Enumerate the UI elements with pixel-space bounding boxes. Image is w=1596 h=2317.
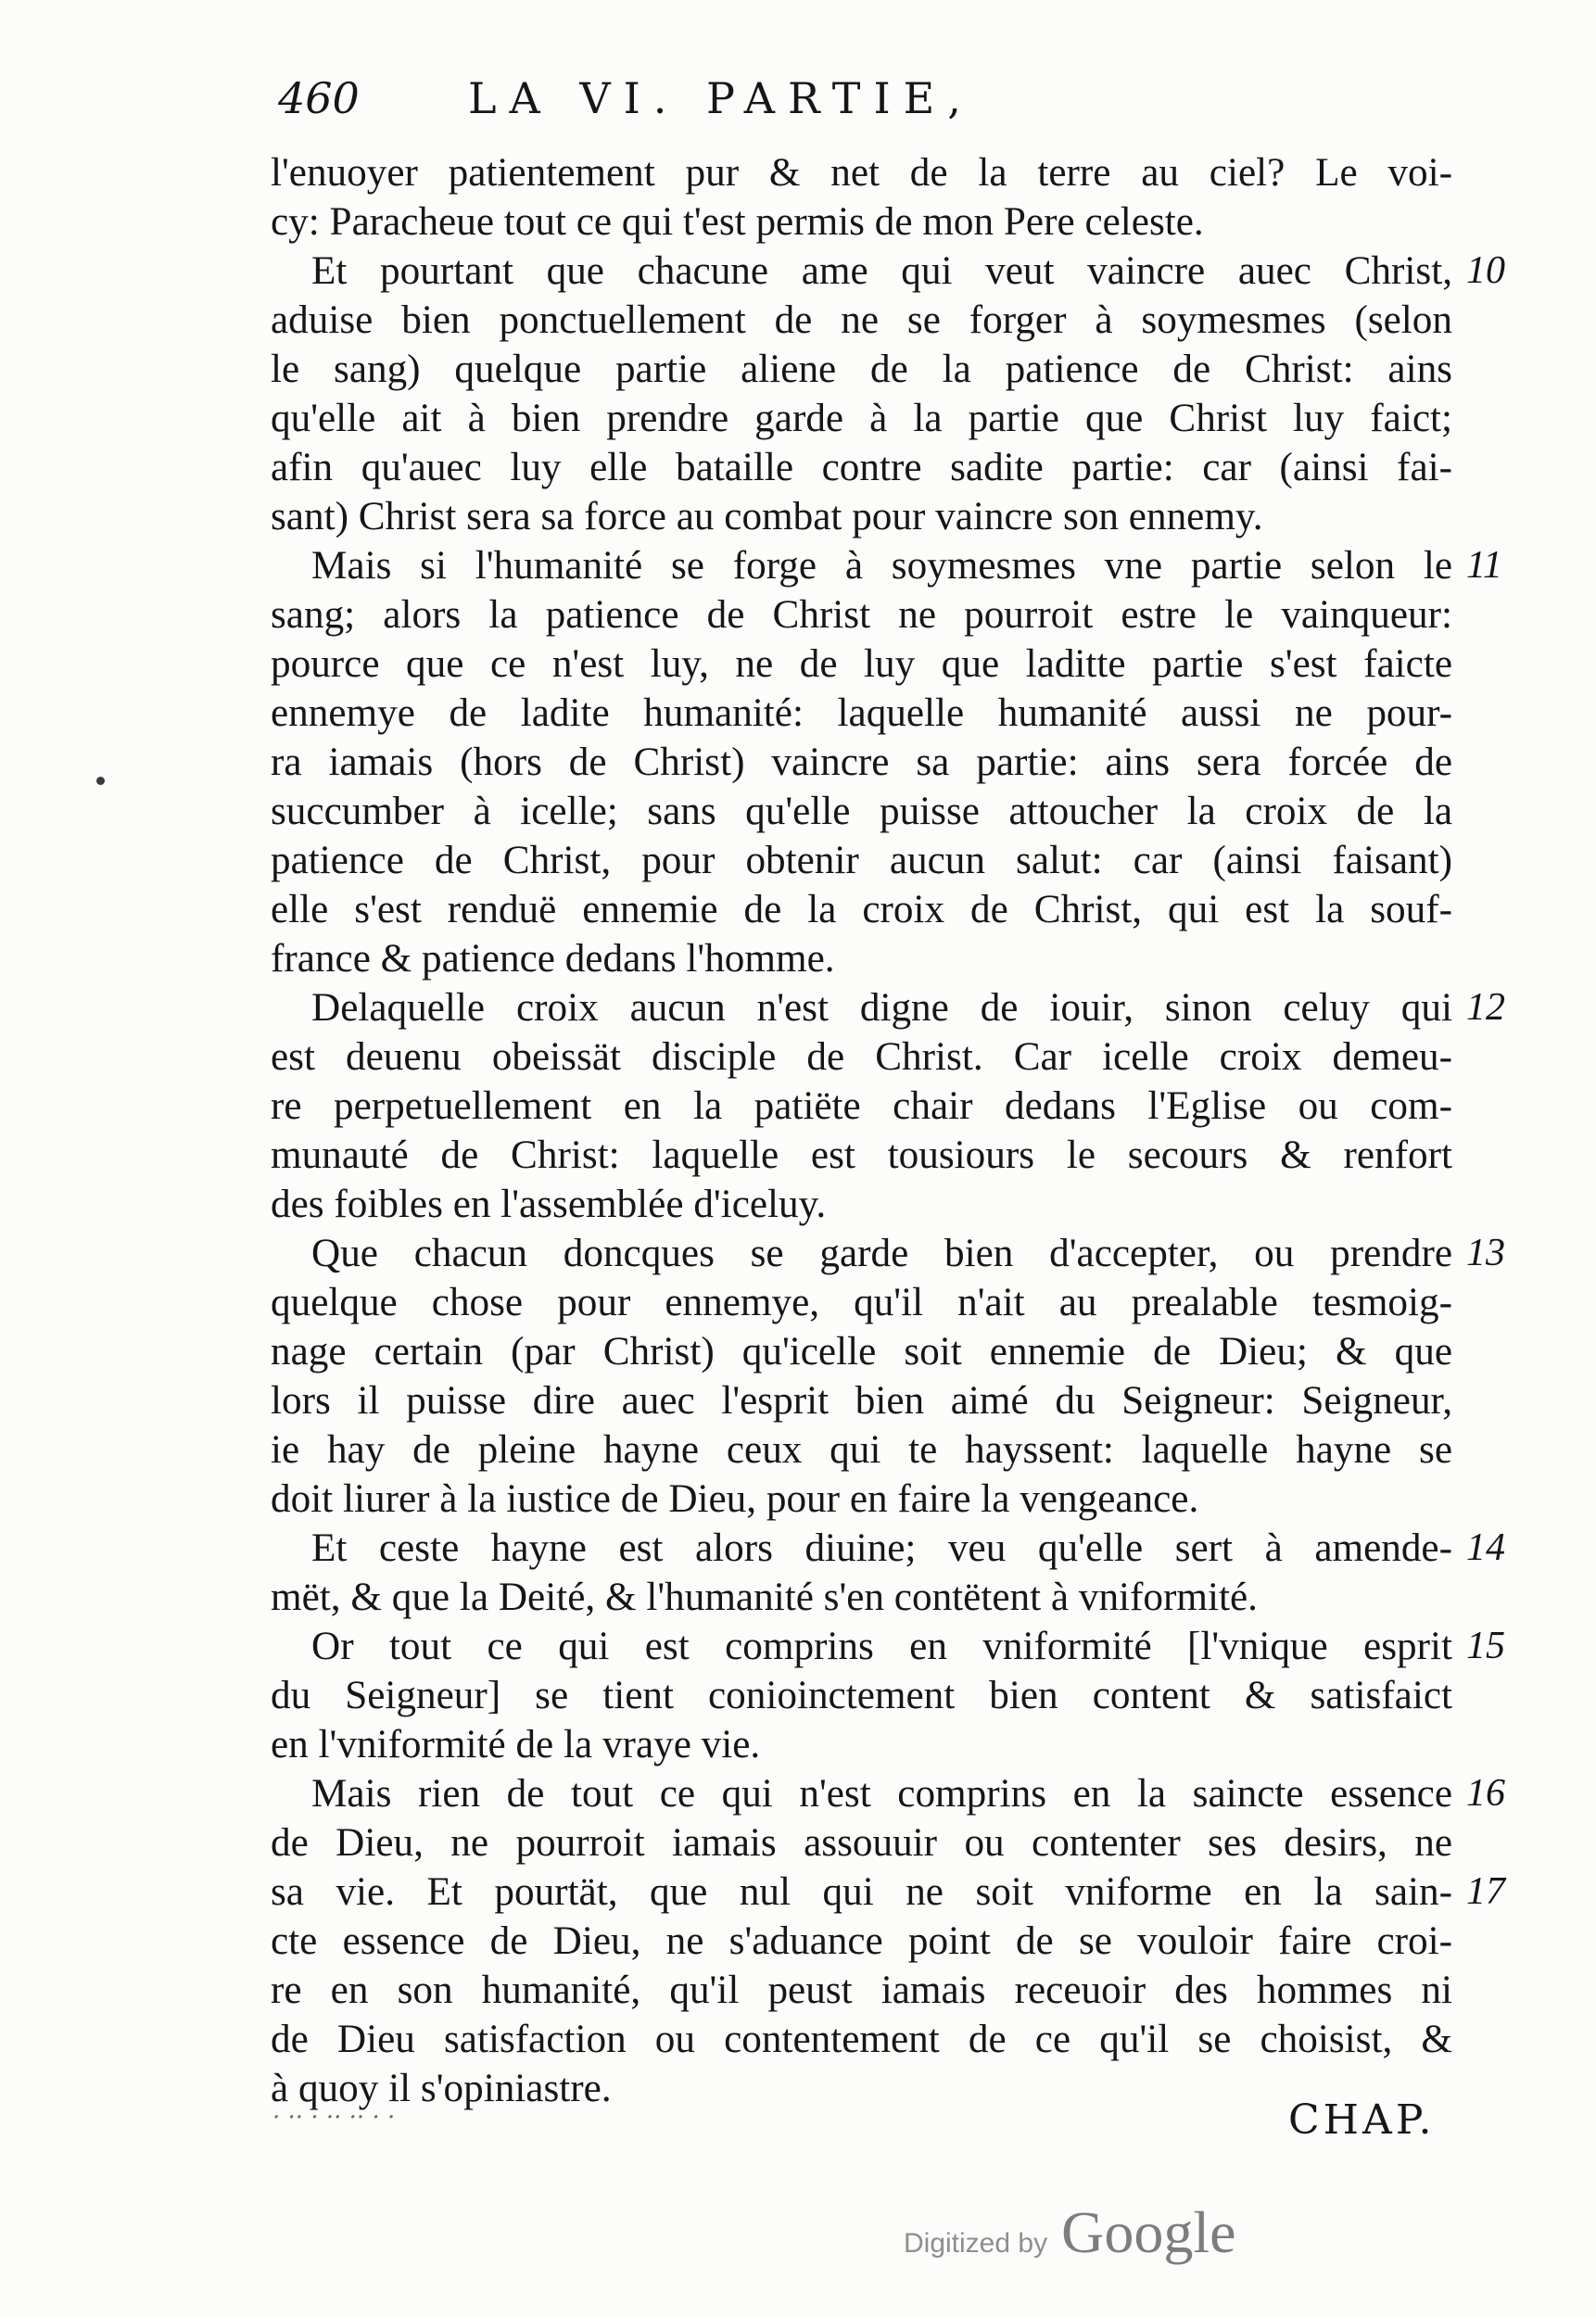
verse-number: 15: [1466, 1625, 1505, 1667]
text-line: [271, 1769, 1505, 1818]
text-line: [271, 1425, 1452, 1475]
text-line: [271, 1524, 1505, 1573]
text-line: [271, 885, 1452, 934]
text-line: [271, 2015, 1452, 2064]
text-line: [271, 1917, 1452, 1966]
text-line-content: munauté de Christ: laquelle est tousiours le secours & renfort: [271, 1133, 1452, 1177]
text-line-content: doit liurer à la iustice de Dieu, pour en faire la vengeance.: [271, 1477, 1199, 1521]
text-line-content: Mais rien de tout ce qui n'est comprins en la saincte essence: [311, 1772, 1452, 1816]
text-line-content: Et ceste hayne est alors diuine; veu qu'elle sert à amende-: [311, 1526, 1452, 1570]
text-line: [271, 443, 1452, 492]
text-line: [271, 590, 1452, 639]
text-line: [271, 1868, 1505, 1917]
text-line-content: de Dieu satisfaction ou contentement de ce qu'il se choisist, &: [271, 2018, 1452, 2061]
text-line: [271, 296, 1452, 345]
text-line: [271, 836, 1452, 885]
text-line-content: Que chacun doncques se garde bien d'accepter, ou prendre: [311, 1232, 1452, 1275]
text-line-content: qu'elle ait à bien prendre garde à la partie que Christ luy faict;: [271, 397, 1452, 440]
text-line: [271, 639, 1452, 689]
text-line: [271, 689, 1452, 738]
text-line: [271, 394, 1452, 443]
text-line-content: elle s'est renduë ennemie de la croix de Christ, qui est la souf-: [271, 888, 1452, 931]
text-line-content: ie hay de pleine hayne ceux qui te hayssent: laquelle hayne se: [271, 1428, 1452, 1472]
text-line-content: l'enuoyer patientement pur & net de la terre au ciel? Le voi-: [271, 151, 1452, 195]
text-line-content: Delaquelle croix aucun n'est digne de iouir, sinon celuy qui: [311, 986, 1452, 1030]
google-logo: Google: [1061, 2199, 1236, 2265]
text-line: [271, 738, 1452, 787]
digitized-by-text: Digitized by: [904, 2228, 1048, 2259]
text-line: [271, 1622, 1505, 1671]
text-line-content: afin qu'auec luy elle bataille contre sadite partie: car (ainsi fai-: [271, 446, 1452, 489]
text-line-content: patience de Christ, pour obtenir aucun salut: car (ainsi faisant): [271, 839, 1452, 882]
text-line: [271, 197, 1452, 247]
text-line-content: le sang) quelque partie aliene de la patience de Christ: ains: [271, 348, 1452, 391]
text-line-content: succumber à icelle; sans qu'elle puisse attoucher la croix de la: [271, 790, 1452, 833]
verse-number: 10: [1466, 249, 1505, 292]
verse-number: 16: [1466, 1772, 1505, 1815]
text-line-content: aduise bien ponctuellement de ne se forger à soymesmes (selon: [271, 298, 1452, 342]
text-line-content: Or tout ce qui est comprins en vniformité [l'vnique esprit: [311, 1625, 1452, 1668]
text-line: [271, 1131, 1452, 1180]
text-line-content: quelque chose pour ennemye, qu'il n'ait au prealable tesmoig-: [271, 1281, 1452, 1324]
text-line-content: ennemye de ladite humanité: laquelle humanité aussi ne pour-: [271, 691, 1452, 735]
text-line: [271, 345, 1452, 394]
ink-dot-mark: [96, 777, 105, 785]
verse-number: 13: [1466, 1232, 1505, 1274]
text-line-content: à quoy il s'opiniastre.: [271, 2067, 612, 2110]
text-line: [271, 1327, 1452, 1376]
text-line-content: cte essence de Dieu, ne s'aduance point de se vouloir faire croi-: [271, 1919, 1452, 1963]
text-line-content: france & patience dedans l'homme.: [271, 937, 835, 981]
text-line: [271, 541, 1502, 590]
text-line: [271, 983, 1505, 1032]
text-line: [271, 1818, 1452, 1868]
page-number: 460: [278, 73, 360, 123]
verse-number: 12: [1466, 986, 1505, 1029]
text-line-content: des foibles en l'assemblée d'iceluy.: [271, 1183, 827, 1226]
text-line: [271, 1229, 1505, 1278]
digitized-by-google-watermark: [904, 2198, 1236, 2282]
text-line-content: ra iamais (hors de Christ) vaincre sa partie: ains sera forcée de: [271, 741, 1452, 784]
text-line: [271, 247, 1505, 296]
text-line: [271, 787, 1452, 836]
verse-number: 11: [1466, 544, 1502, 587]
text-line: [271, 1376, 1452, 1425]
text-line-content: mët, & que la Deité, & l'humanité s'en contëtent à vniformité.: [271, 1576, 1258, 1619]
verse-number: 14: [1466, 1526, 1505, 1569]
text-line-content: en l'vniformité de la vraye vie.: [271, 1723, 761, 1766]
text-line-content: est deuenu obeissät disciple de Christ. Car icelle croix demeu-: [271, 1035, 1452, 1079]
text-line-content: lors il puisse dire auec l'esprit bien aimé du Seigneur: Seigneur,: [271, 1379, 1452, 1423]
text-line: [271, 1475, 1452, 1524]
text-line-content: Mais si l'humanité se forge à soymesmes vne partie selon le: [311, 544, 1452, 588]
text-line-content: re perpetuellement en la patiëte chair dedans l'Eglise ou com-: [271, 1084, 1452, 1128]
text-line-content: sant) Christ sera sa force au combat pour vaincre son ennemy.: [271, 495, 1263, 538]
text-line-content: de Dieu, ne pourroit iamais assouuir ou contenter ses desirs, ne: [271, 1821, 1452, 1865]
text-line-content: pource que ce n'est luy, ne de luy que laditte partie s'est faicte: [271, 642, 1452, 686]
verse-number: 17: [1466, 1870, 1505, 1913]
running-head: [278, 65, 1335, 132]
text-line: [271, 1082, 1452, 1131]
text-line: [271, 492, 1452, 541]
text-line: [271, 1278, 1452, 1327]
text-line-content: nage certain (par Christ) qu'icelle soit ennemie de Dieu; & que: [271, 1330, 1452, 1374]
text-line: [271, 148, 1452, 197]
text-line: [271, 1032, 1452, 1082]
text-line: [271, 1966, 1452, 2015]
text-line-content: cy: Paracheue tout ce qui t'est permis de mon Pere celeste.: [271, 200, 1204, 244]
catchword: CHAP.: [1288, 2096, 1436, 2144]
text-line: [271, 1720, 1452, 1769]
text-line-content: sa vie. Et pourtät, que nul qui ne soit vniforme en la sain-: [271, 1870, 1452, 1914]
text-line: [271, 1180, 1452, 1229]
text-line-content: sang; alors la patience de Christ ne pourroit estre le vainqueur:: [271, 593, 1452, 637]
text-line-content: Et pourtant que chacune ame qui veut vaincre auec Christ,: [311, 249, 1452, 293]
text-line-content: re en son humanité, qu'il peust iamais receuoir des hommes ni: [271, 1969, 1452, 2012]
marginal-scribble: · ·· · ·· ·· · ·: [272, 2104, 396, 2132]
running-title: LA VI. PARTIE,: [468, 73, 974, 123]
text-line: [271, 2064, 1452, 2113]
text-line-content: du Seigneur] se tient conioinctement bien content & satisfaict: [271, 1674, 1452, 1717]
text-line: [271, 1671, 1452, 1720]
text-line: [271, 1573, 1452, 1622]
text-line: [271, 934, 1452, 983]
body-text: [271, 148, 1505, 2113]
